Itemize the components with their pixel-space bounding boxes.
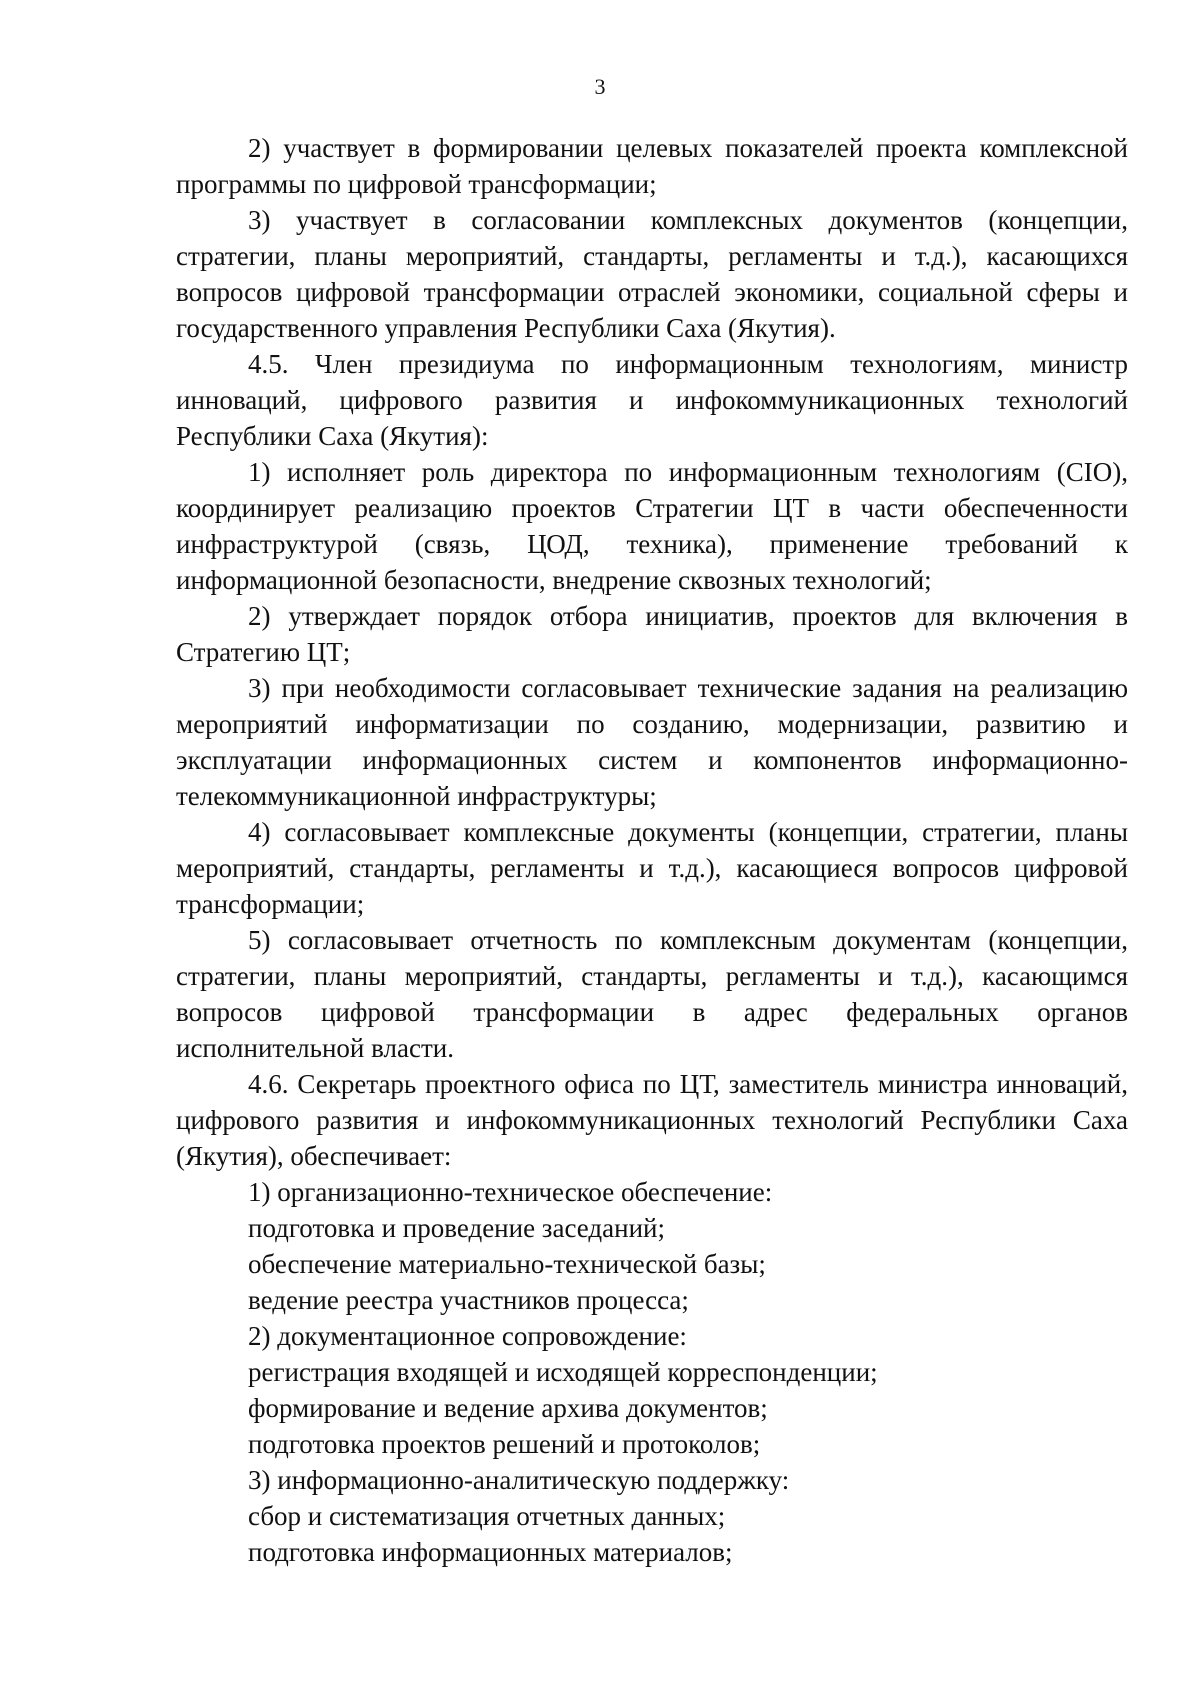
page-number: 3 (594, 74, 606, 99)
list-item-organizational-support: 1) организационно-техническое обеспечение: (248, 1177, 773, 1207)
paragraph-5-approves-reporting: 5) согласовывает отчетность по комплексным документам (концепции, стратегии, планы мероприятий, стандарты, регламенты и т.д.), касающимся вопросов цифровой трансформации в адрес федеральных органов исполнительной власти. (176, 925, 1128, 1063)
list-item-documentation-support: 2) документационное сопровождение: (248, 1321, 687, 1351)
list-item-material-base: обеспечение материально-технической базы; (248, 1249, 766, 1279)
list-item-information-materials: подготовка информационных материалов; (248, 1537, 733, 1567)
list-item-analytical-support: 3) информационно-аналитическую поддержку: (248, 1465, 790, 1495)
paragraph-2-participates-targets: 2) участвует в формировании целевых показателей проекта комплексной программы по цифровой трансформации; (176, 133, 1128, 199)
list-item-reporting-data: сбор и систематизация отчетных данных; (248, 1501, 726, 1531)
paragraph-2-approves-selection: 2) утверждает порядок отбора инициатив, проектов для включения в Стратегию ЦТ; (176, 601, 1128, 667)
paragraph-4-6-secretary: 4.6. Секретарь проектного офиса по ЦТ, заместитель министра инноваций, цифрового развития и инфокоммуникационных технологий Республики Саха (Якутия), обеспечивает: (176, 1069, 1128, 1171)
document-body (176, 130, 1128, 1570)
paragraph-4-5-presidium-member: 4.5. Член президиума по информационным технологиям, министр инноваций, цифрового развития и инфокоммуникационных технологий Республики Саха (Якутия): (176, 349, 1128, 451)
paragraph-1-cio-role: 1) исполняет роль директора по информационным технологиям (CIO), координирует реализацию проектов Стратегии ЦТ в части обеспеченности инфраструктурой (связь, ЦОД, техника), применение требований к информационной безопасности, внедрение сквозных технологий; (176, 457, 1128, 595)
list-item-correspondence: регистрация входящей и исходящей корреспонденции; (248, 1357, 878, 1387)
list-item-decisions-protocols: подготовка проектов решений и протоколов; (248, 1429, 761, 1459)
paragraph-3-participates-approval: 3) участвует в согласовании комплексных документов (концепции, стратегии, планы мероприятий, стандарты, регламенты и т.д.), касающихся вопросов цифровой трансформации отраслей экономики, социальной сферы и государственного управления Республики Саха (Якутия). (176, 205, 1128, 343)
list-item-meetings: подготовка и проведение заседаний; (248, 1213, 665, 1243)
paragraph-3-technical-tasks: 3) при необходимости согласовывает технические задания на реализацию мероприятий информатизации по созданию, модернизации, развитию и эксплуатации информационных систем и компонентов информационно-телекоммуникационной инфраструктуры; (176, 673, 1128, 811)
paragraph-4-approves-documents: 4) согласовывает комплексные документы (концепции, стратегии, планы мероприятий, стандарты, регламенты и т.д.), касающиеся вопросов цифровой трансформации; (176, 817, 1128, 919)
list-item-participants-registry: ведение реестра участников процесса; (248, 1285, 689, 1315)
list-item-archive: формирование и ведение архива документов; (248, 1393, 768, 1423)
